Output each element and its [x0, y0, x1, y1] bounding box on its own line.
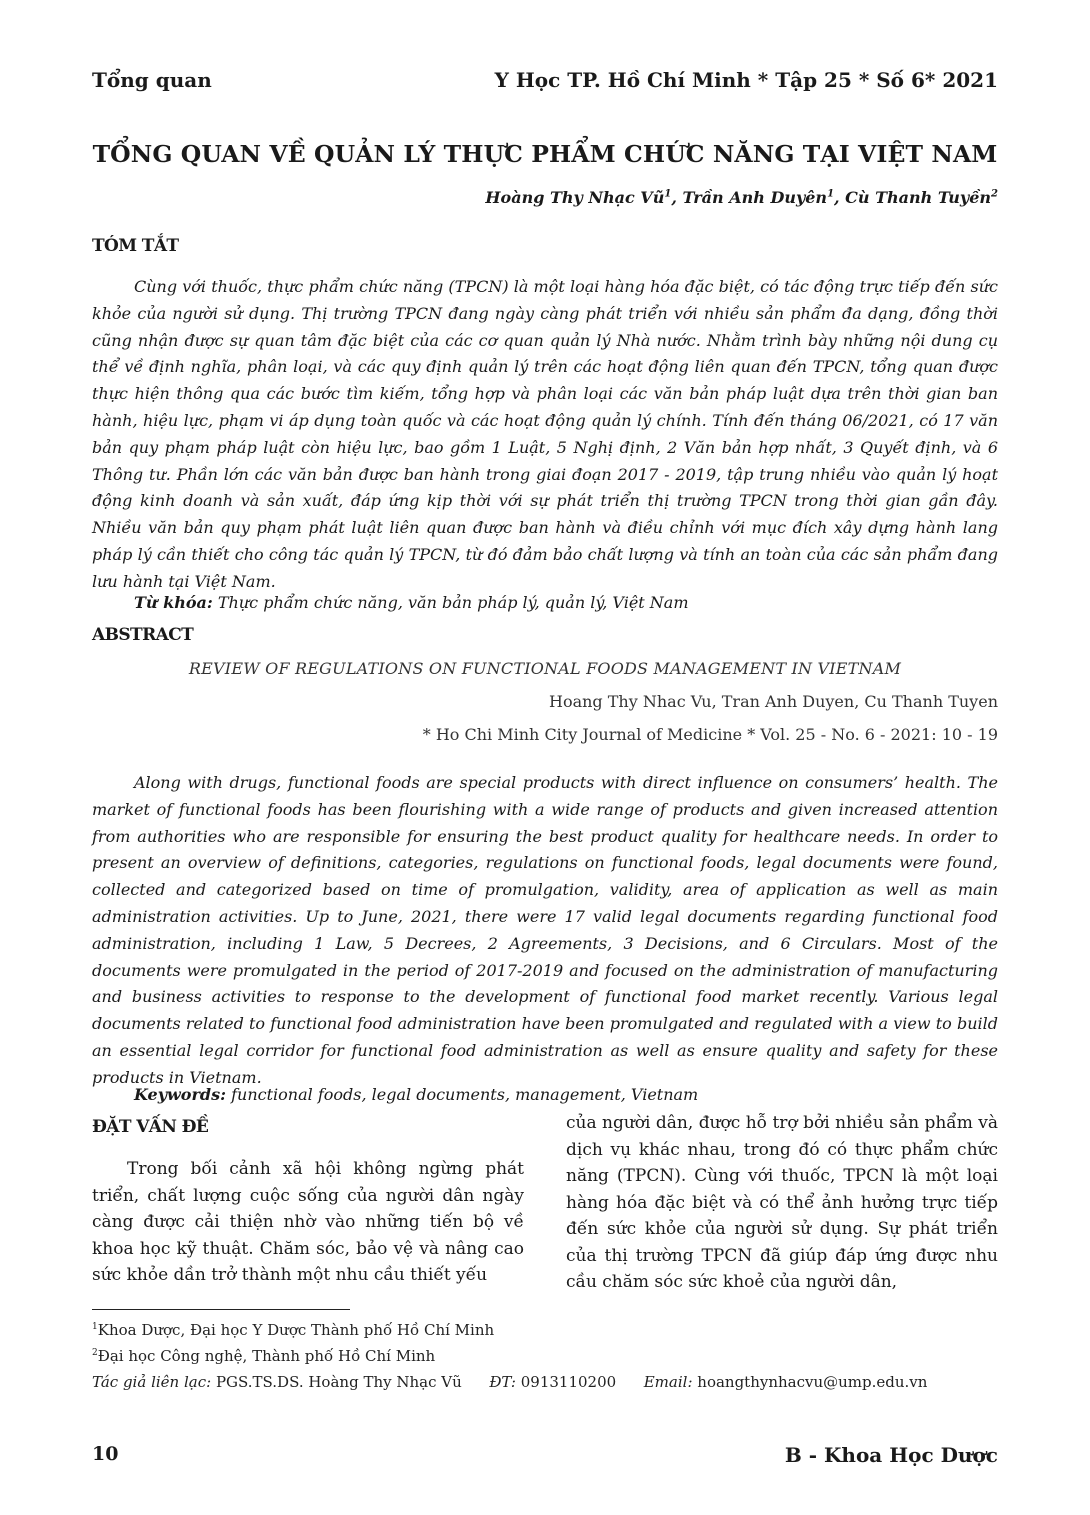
abstract-authors: Hoang Thy Nhac Vu, Tran Anh Duyen, Cu Thanh Tuyen [548, 692, 998, 711]
keywords-label: Từ khóa: [134, 593, 213, 612]
summary-keywords [134, 593, 689, 612]
author-name: Cù Thanh Tuyền [845, 188, 992, 207]
article-title: TỔNG QUAN VỀ QUẢN LÝ THỰC PHẨM CHỨC NĂNG TẠI VIỆT NAM [92, 140, 998, 168]
intro-left-column: Trong bối cảnh xã hội không ngừng phát triển, chất lượng cuộc sống của người dân ngày càng được cải thiện nhờ vào những tiến bộ về khoa học kỹ thuật. Chăm sóc, bảo vệ và nâng cao sức khỏe dần trở thành một nhu cầu thiết yếu [92, 1159, 524, 1285]
author-name: Trần Anh Duyên [682, 188, 828, 207]
author-affiliation-mark: 1 [664, 188, 672, 200]
abstract-citation: * Ho Chi Minh City Journal of Medicine * Vol. 25 - No. 6 - 2021: 10 - 19 [422, 725, 998, 744]
abstract-heading: ABSTRACT [92, 625, 194, 645]
abstract-title: REVIEW OF REGULATIONS ON FUNCTIONAL FOODS MANAGEMENT IN VIETNAM [188, 659, 902, 678]
footnote-text: Khoa Dược, Đại học Y Dược Thành phố Hồ Chí Minh [97, 1321, 495, 1339]
summary-heading: TÓM TẮT [92, 236, 179, 256]
footnote-text: Đại học Công nghệ, Thành phố Hồ Chí Minh [97, 1347, 436, 1365]
intro-right-column: của người dân, được hỗ trợ bởi nhiều sản phẩm và dịch vụ khác nhau, trong đó có thực phẩm chức năng (TPCN). Cùng với thuốc, TPCN là một loại hàng hóa đặc biệt và có thể ảnh hưởng trực tiếp đến sức khỏe của người sử dụng. Sự phát triển của thị trường TPCN đã giúp đáp ứng được nhu cầu chăm sóc sức khoẻ của người dân, [566, 1113, 998, 1292]
page-number: 10 [92, 1443, 119, 1465]
running-header [92, 68, 998, 98]
keywords-value: Thực phẩm chức năng, văn bản pháp lý, quản lý, Việt Nam [217, 593, 689, 612]
contact-label: Tác giả liên lạc: [92, 1373, 212, 1391]
footnote-affiliation-1 [92, 1321, 494, 1339]
footnote-mark: 2 [92, 1348, 98, 1358]
footnote-divider [92, 1309, 350, 1310]
author-affiliation-mark: 1 [827, 188, 835, 200]
email-address[interactable]: hoangthynhacvu@ump.edu.vn [697, 1373, 928, 1391]
article-page [92, 0, 998, 1515]
header-journal: Y Học TP. Hồ Chí Minh * Tập 25 * Số 6* 2021 [494, 68, 998, 92]
phone-number: 0913110200 [520, 1373, 617, 1391]
footer-section: B - Khoa Học Dược [784, 1443, 998, 1467]
intro-heading: ĐẶT VẤN ĐỀ [92, 1117, 209, 1137]
contact-name: PGS.TS.DS. Hoàng Thy Nhạc Vũ [215, 1373, 462, 1391]
keywords-value: functional foods, legal documents, management, Vietnam [231, 1085, 699, 1104]
footnote-mark: 1 [92, 1322, 98, 1332]
author-list: Hoàng Thy Nhạc $Vũ^1$, Trần Anh Duyên$^1$, Cù Thanh Tuyền$^2$ [485, 188, 998, 207]
author-name: Hoàng Thy Nhạc Vũ [485, 188, 665, 207]
footnote-contact [92, 1373, 927, 1391]
footnote-affiliation-2 [92, 1347, 435, 1365]
phone-label: ĐT: [489, 1373, 516, 1391]
author-affiliation-mark: 2 [991, 188, 998, 200]
abstract-keywords [134, 1085, 698, 1104]
email-label: Email: [643, 1373, 693, 1391]
summary-text: Cùng với thuốc, thực phẩm chức năng (TPCN) là một loại hàng hóa đặc biệt, có tác động trực tiếp đến sức khỏe của người sử dụng. Thị trường TPCN đang ngày càng phát triển với nhiều sản phẩm đa dạng, đồng thời cũng nhận được sự quan tâm đặc biệt của các cơ quan quản lý Nhà nước. Nhằm trình bày những nội dung cụ thể về định nghĩa, phân loại, và các quy định quản lý trên các hoạt động liên quan đến TPCN, tổng quan được thực hiện thông qua các bước tìm kiếm, tổng hợp và phân loại các văn bản pháp luật dựa trên thời gian ban hành, hiệu lực, phạm vi áp dụng toàn quốc và các hoạt động quản lý chính. Tính đến tháng 06/2021, có 17 văn bản quy phạm pháp luật còn hiệu lực, bao gồm 1 Luật, 5 Nghị định, 2 Văn bản hợp nhất, 3 Quyết định, và 6 Thông tư. Phần lớn các văn bản được ban hành trong giai đoạn 2017 - 2019, tập trung nhiều vào quản lý hoạt động kinh doanh và sản xuất, đáp ứng kịp thời với sự phát triển thị trường TPCN trong thời gian gần đây. Nhiều văn bản quy phạm phát luật liên quan được ban hành và điều chỉnh với mục đích xây dựng hành lang pháp lý cần thiết cho công tác quản lý TPCN, từ đó đảm bảo chất lượng và tính an toàn của các sản phẩm đang lưu hành tại Việt Nam. [92, 277, 998, 591]
header-section: Tổng quan [92, 68, 212, 92]
keywords-label: Keywords: [134, 1085, 227, 1104]
abstract-text: Along with drugs, functional foods are special products with direct influence on consumers’ health. The market of functional foods has been flourishing with a wide range of products and given increased attention from authorities who are responsible for ensuring the best product quality for healthcare needs. In order to present an overview of definitions, categories, regulations on functional foods, legal documents were found, collected and categorized based on time of promulgation, validity, area of application as well as main administration activities. Up to June, 2021, there were 17 valid legal documents regarding functional food administration, including 1 Law, 5 Decrees, 2 Agreements, 3 Decisions, and 6 Circulars. Most of the documents were promulgated in the period of 2017-2019 and focused on the administration of manufacturing and business activities to response to the development of functional food market recently. Various legal documents related to functional food administration have been promulgated and regulated with a view to build an essential legal corridor for functional food administration as well as ensure quality and safety for these products in Vietnam. [92, 773, 998, 1087]
